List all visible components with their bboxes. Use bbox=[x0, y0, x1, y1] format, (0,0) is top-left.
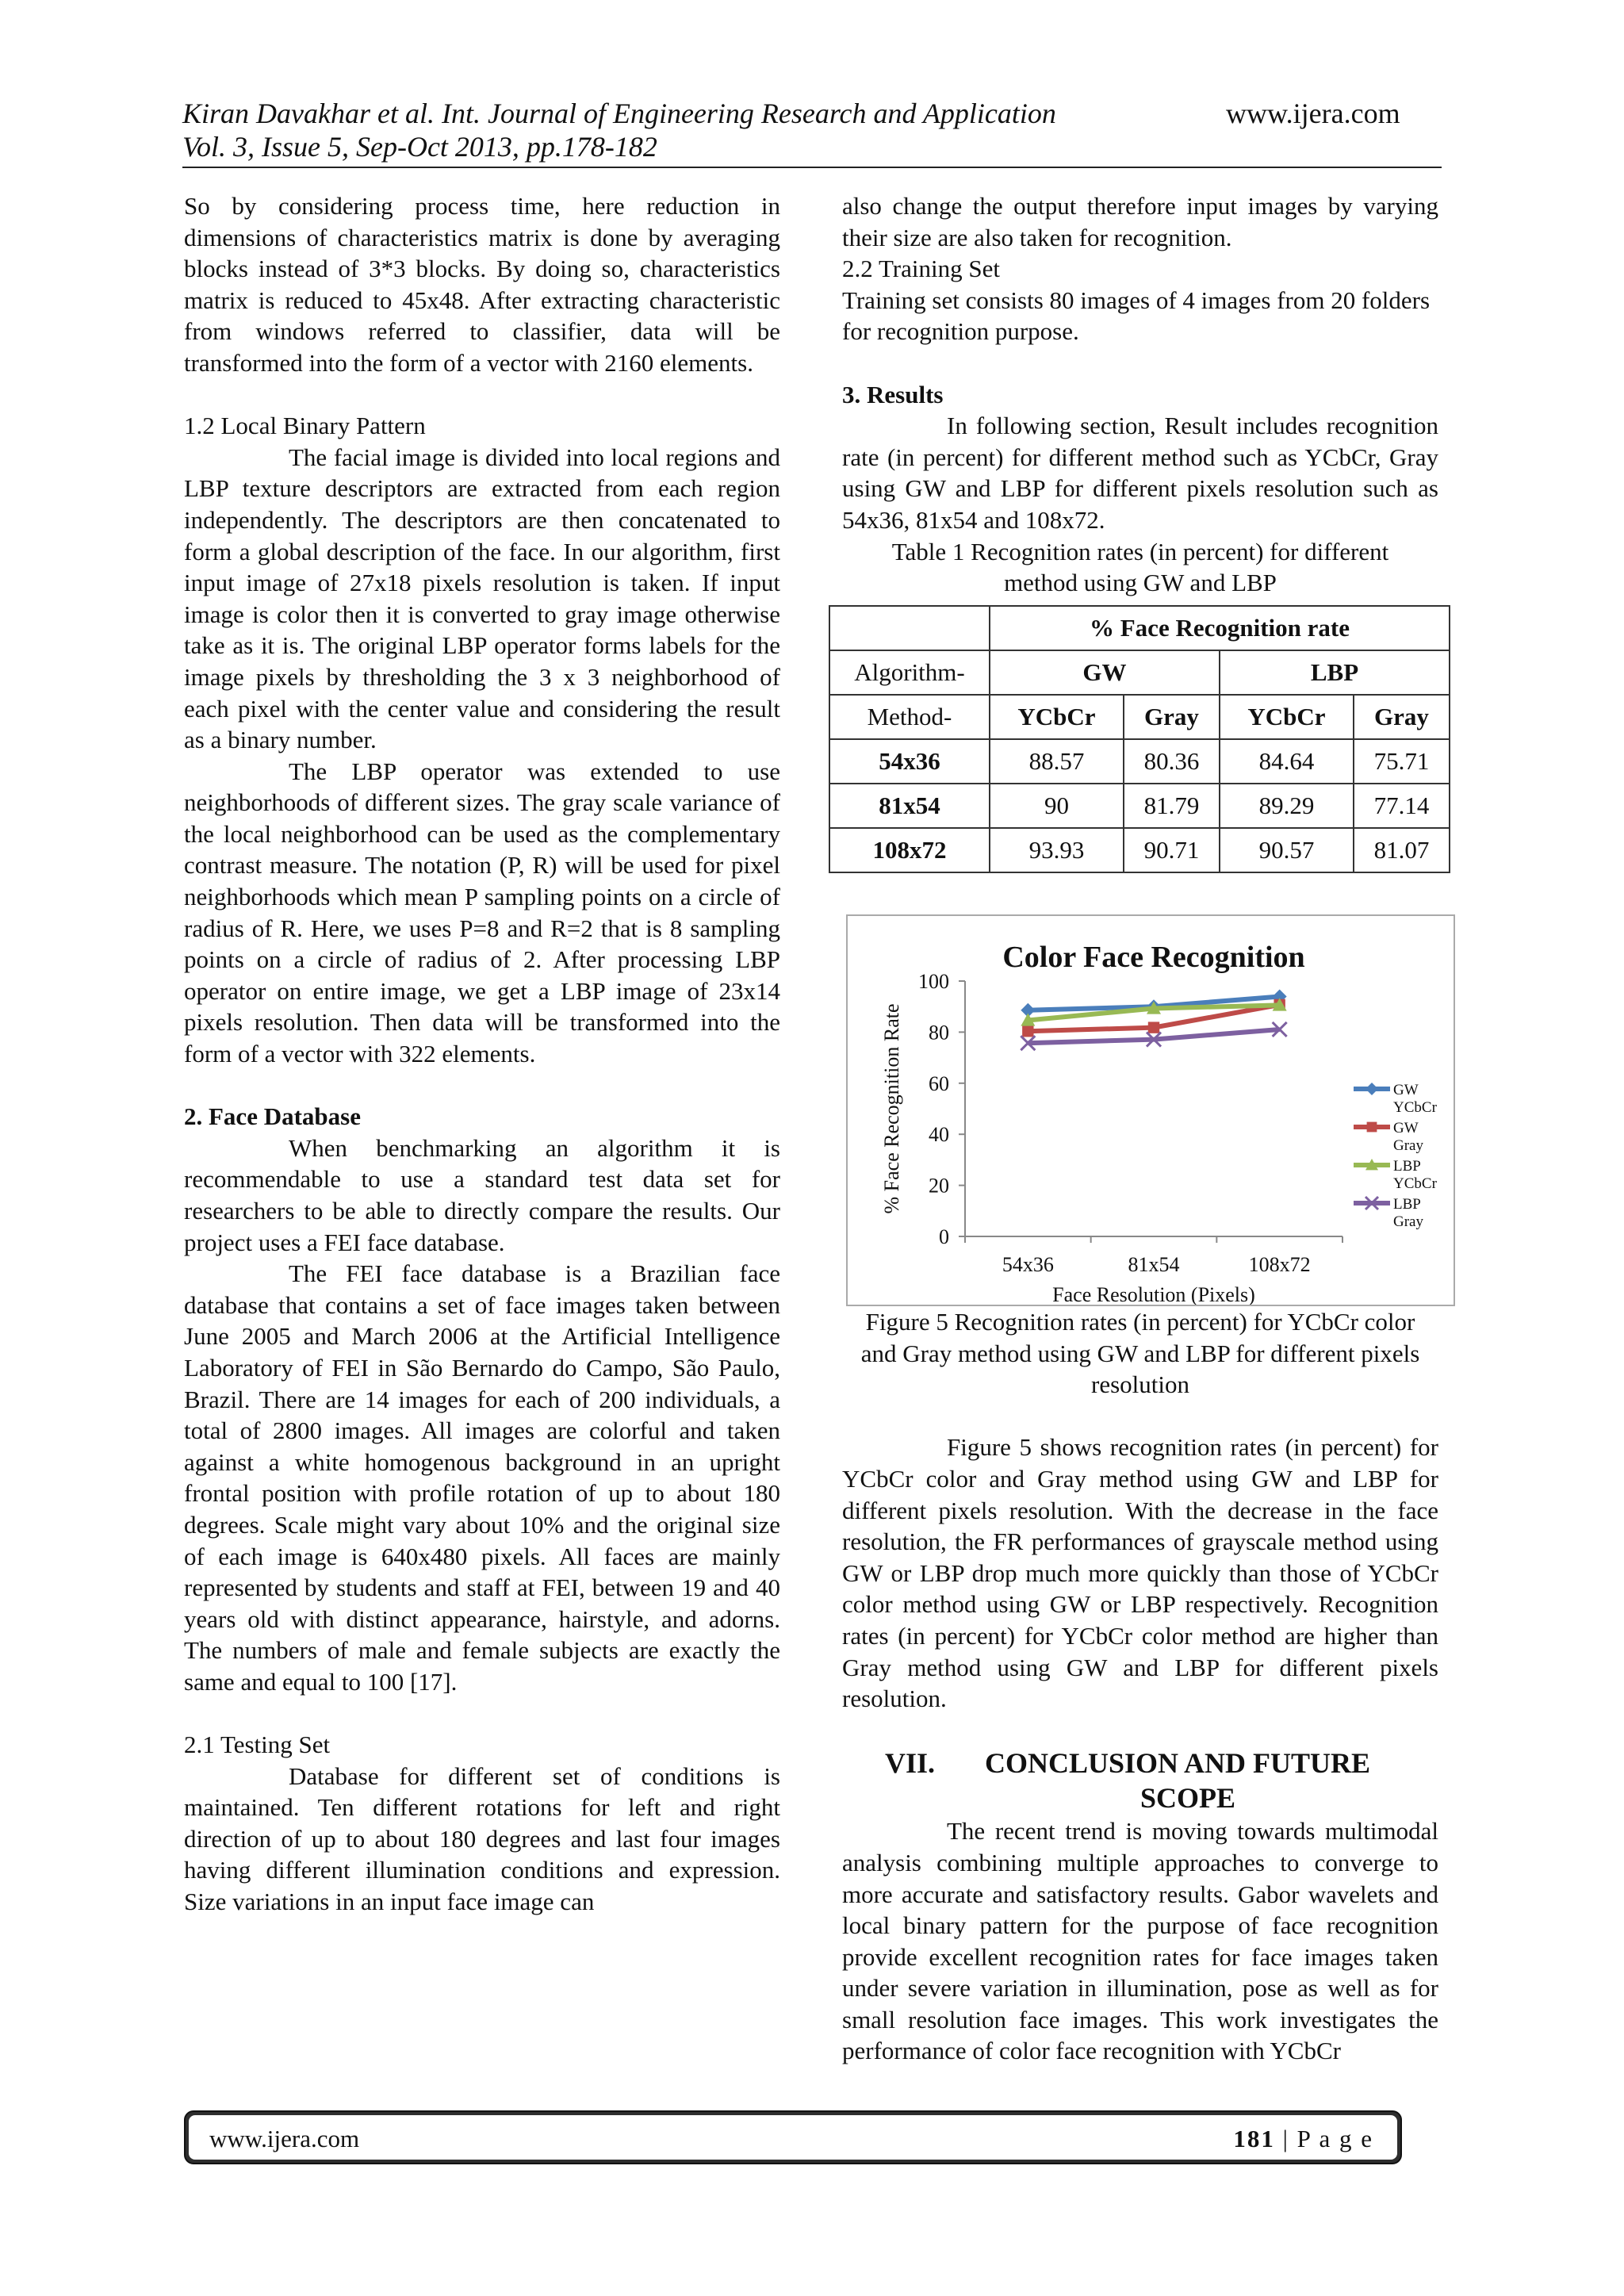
header-rule bbox=[182, 167, 1442, 168]
table-cell: 81.79 bbox=[1124, 784, 1220, 828]
legend-label: GW bbox=[1393, 1120, 1419, 1137]
y-tick-label: 100 bbox=[918, 970, 949, 993]
section-heading: 2.2 Training Set bbox=[842, 255, 1000, 283]
paragraph: So by considering process time, here reduction in dimensions of characteristics matrix is done by averaging blocks instead of 3*3 blocks. By doing so, characteristics matrix is reduced to 45x48. After extracting characteristic from windows referred to classifier, data will be transformed into the form of a vector with 2160 elements. bbox=[184, 192, 780, 377]
paragraph: In following section, Result includes recognition rate (in percent) for different method such as YCbCr, Gray using GW and LBP for different pixels resolution such as 54x36, 81x54 and 108x72. bbox=[842, 412, 1438, 534]
paragraph: Training set consists 80 images of 4 images from 20 folders for recognition purpose. bbox=[842, 286, 1431, 346]
journal-citation: Kiran Davakhar et al. Int. Journal of Engineering Research and Application bbox=[182, 98, 1056, 129]
section-heading: 2.1 Testing Set bbox=[184, 1731, 331, 1759]
x-tick-label: 81x54 bbox=[1128, 1253, 1180, 1276]
table-cell: 81.07 bbox=[1354, 828, 1450, 872]
table-cell: 80.36 bbox=[1124, 739, 1220, 784]
chart-frame bbox=[846, 914, 1455, 1306]
table-row bbox=[829, 739, 1450, 784]
legend-marker bbox=[1367, 1122, 1377, 1133]
y-tick-label: 40 bbox=[929, 1123, 949, 1147]
algorithm-label: Algorithm- bbox=[829, 650, 990, 695]
journal-website: www.ijera.com bbox=[1226, 98, 1400, 129]
recognition-table bbox=[829, 605, 1450, 873]
table-cell: 75.71 bbox=[1354, 739, 1450, 784]
resolution-cell: 108x72 bbox=[829, 828, 990, 872]
table-row bbox=[829, 784, 1450, 828]
gw-header: GW bbox=[990, 650, 1220, 695]
paragraph: The LBP operator was extended to use neighborhoods of different sizes. The gray scale variance of the local neighborhood can be used as the complementary contrast measure. The notation (P, R) will be used for pixel neighborhoods which mean P sampling points on a circle of radius of R. Here, we uses P=8 and R=2 that is 8 sampling points on a circle of radius of 2. After processing LBP operator on entire image, we get a LBP image of 23x14 pixels resolution. Then data will be transformed into the form of a vector with 322 elements. bbox=[184, 757, 780, 1068]
section-heading: 2. Face Database bbox=[184, 1102, 361, 1131]
y-tick-label: 20 bbox=[929, 1174, 949, 1198]
right-column-bottom bbox=[842, 1306, 1438, 2067]
paragraph: The recent trend is moving towards multimodal analysis combining multiple approaches to converge to more accurate and satisfactory results. Gabor wavelets and local binary pattern for the purpose of face recognition provide excellent recognition rates for face images taken under severe variation in illumination, pose as well as for small resolution face images. This work investigates the performance of color face recognition with YCbCr bbox=[842, 1817, 1438, 2065]
section-number: VII. bbox=[885, 1747, 936, 1780]
table-cell: 90.57 bbox=[1220, 828, 1354, 872]
x-tick-label: 108x72 bbox=[1248, 1253, 1311, 1276]
paragraph: Figure 5 shows recognition rates (in percent) for YCbCr color and Gray method using GW and LBP for different pixels resolution. With the decrease in the face resolution, the FR performances of grayscale method using GW or LBP drop much more quickly than those of YCbCr color method using GW or LBP respectively. Recognition rates (in percent) for YCbCr color method are higher than Gray method using GW and LBP for different pixels resolution. bbox=[842, 1433, 1438, 1713]
line-chart bbox=[848, 916, 1454, 1305]
legend-label: YCbCr bbox=[1393, 1099, 1437, 1116]
table-cell: 90.71 bbox=[1124, 828, 1220, 872]
data-point bbox=[1148, 1022, 1159, 1033]
method-header: YCbCr bbox=[990, 695, 1124, 739]
table-caption: Table 1 Recognition rates (in percent) for different method using GW and LBP bbox=[891, 537, 1389, 597]
method-header: Gray bbox=[1354, 695, 1450, 739]
section-title: CONCLUSION AND FUTURE bbox=[985, 1747, 1371, 1780]
data-point bbox=[1022, 1025, 1033, 1037]
volume-issue: Vol. 3, Issue 5, Sep-Oct 2013, pp.178-182 bbox=[182, 131, 657, 163]
lbp-header: LBP bbox=[1220, 650, 1450, 695]
paragraph: also change the output therefore input images by varying their size are also taken for recognition. bbox=[842, 192, 1438, 251]
y-axis-label: % Face Recognition Rate bbox=[880, 1003, 903, 1214]
section-heading: 1.2 Local Binary Pattern bbox=[184, 412, 426, 440]
x-axis-label: Face Resolution (Pixels) bbox=[1052, 1283, 1255, 1305]
x-tick-label: 54x36 bbox=[1002, 1253, 1054, 1276]
table-super-header: % Face Recognition rate bbox=[990, 606, 1450, 650]
paragraph: Database for different set of conditions is maintained. Ten different rotations for left and right direction of up to about 180 degrees and last four images having different illumination conditions and expression. Size variations in an input face image can bbox=[184, 1761, 780, 1916]
legend-label: Gray bbox=[1393, 1213, 1423, 1230]
method-label: Method- bbox=[829, 695, 990, 739]
method-header: YCbCr bbox=[1220, 695, 1354, 739]
paragraph: When benchmarking an algorithm it is recommendable to use a standard test data set for researchers to be able to directly compare the results. Our project uses a FEI face database. bbox=[184, 1133, 780, 1256]
resolution-cell: 54x36 bbox=[829, 739, 990, 784]
section-heading: 3. Results bbox=[842, 380, 944, 408]
conclusion-heading bbox=[842, 1746, 1438, 1815]
page-number: 181 bbox=[1233, 2125, 1275, 2152]
table-cell: 84.64 bbox=[1220, 739, 1354, 784]
table-cell: 77.14 bbox=[1354, 784, 1450, 828]
resolution-cell: 81x54 bbox=[829, 784, 990, 828]
page-label: | P a g e bbox=[1274, 2125, 1373, 2152]
legend-label: YCbCr bbox=[1393, 1175, 1437, 1192]
footer-website: www.ijera.com bbox=[209, 2125, 360, 2152]
table-cell: 88.57 bbox=[990, 739, 1124, 784]
paragraph: The FEI face database is a Brazilian face database that contains a set of face images taken between June 2005 and March 2006 at the Artificial Intelligence Laboratory of FEI in São Bernardo do Campo, São Paulo, Brazil. There are 14 images for each of 200 individuals, a total of 2800 images. All images are colorful and taken against a white homogenous background in an upright frontal position with profile rotation of up to about 180 degrees. Scale might vary about 10% and the original size of each image is 640x480 pixels. All faces are mainly represented by students and staff at FEI, between 19 and 40 years old with distinct appearance, hairstyle, and adorns. The numbers of male and female subjects are exactly the same and equal to 100 [17]. bbox=[184, 1259, 780, 1696]
y-tick-label: 80 bbox=[929, 1021, 949, 1045]
table-cell: 90 bbox=[990, 784, 1124, 828]
paragraph: The facial image is divided into local regions and LBP texture descriptors are extracted from each region independently. The descriptors are then concatenated to form a global description of the face. In our algorithm, first input image of 27x18 pixels resolution is taken. If input image is color then it is converted to gray image otherwise take as it is. The original LBP operator forms labels for the image pixels by thresholding the 3 x 3 neighborhood of each pixel with the center value and considering the result as a binary number. bbox=[184, 443, 780, 754]
chart-title: Color Face Recognition bbox=[1002, 941, 1305, 974]
right-column-top bbox=[842, 190, 1438, 599]
legend-label: GW bbox=[1393, 1082, 1419, 1098]
page-footer bbox=[184, 2110, 1402, 2164]
legend-label: LBP bbox=[1393, 1196, 1421, 1213]
section-title-cont: SCOPE bbox=[1140, 1782, 1236, 1815]
legend-marker bbox=[1365, 1083, 1378, 1095]
legend-label: Gray bbox=[1393, 1137, 1423, 1154]
left-column bbox=[184, 190, 780, 1918]
legend-label: LBP bbox=[1393, 1158, 1421, 1175]
method-header: Gray bbox=[1124, 695, 1220, 739]
y-tick-label: 0 bbox=[939, 1225, 949, 1248]
y-tick-label: 60 bbox=[929, 1071, 949, 1095]
table-cell: 93.93 bbox=[990, 828, 1124, 872]
figure-caption: Figure 5 Recognition rates (in percent) for YCbCr color and Gray method using GW and LBP for different pixels resolution bbox=[860, 1308, 1420, 1399]
footer-page bbox=[1233, 2125, 1373, 2153]
table-corner bbox=[829, 606, 990, 650]
table-cell: 89.29 bbox=[1220, 784, 1354, 828]
table-row bbox=[829, 828, 1450, 872]
